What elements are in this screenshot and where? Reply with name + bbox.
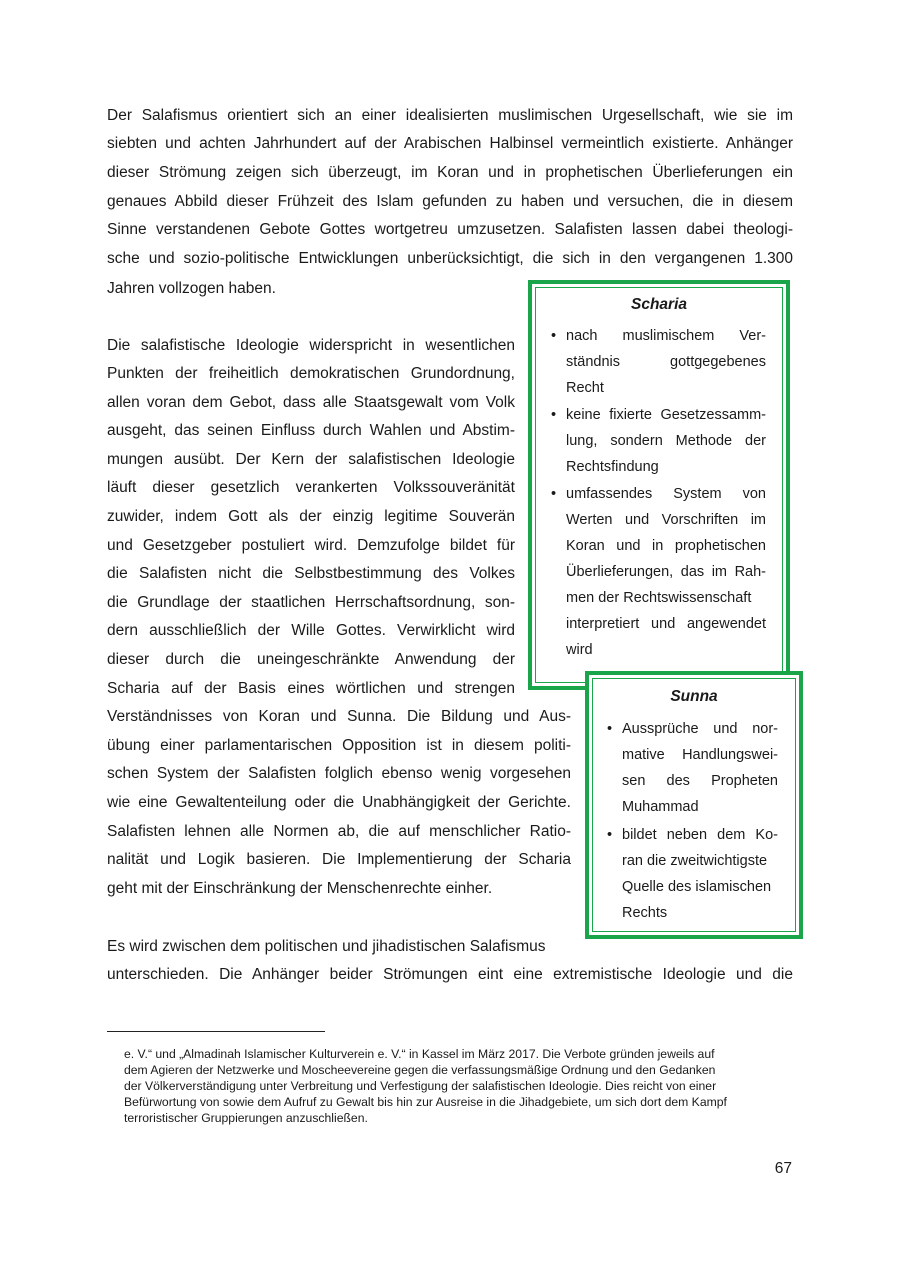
text-line: dieser durch die uneingeschränkte Anwendung der bbox=[107, 651, 515, 668]
list-item-line: ständnis gottgegebenes bbox=[566, 354, 766, 370]
list-item-line: umfassendes System von bbox=[566, 486, 766, 502]
text-line: geht mit der Einschränkung der Menschenrechte einher. bbox=[107, 880, 493, 897]
list-item-line: Aussprüche und nor- bbox=[622, 721, 778, 737]
footnote-separator bbox=[107, 1031, 325, 1032]
footnote-line: der Völkerverständigung unter Verbreitung und Verfestigung der salafistischen Ideologie. Dies reicht von einer bbox=[124, 1079, 717, 1093]
footnote-line: dem Agieren der Netzwerke und Moscheevereine gegen die verfassungsmäßige Ordnung und den Gedanken bbox=[124, 1063, 716, 1077]
text-line: Punkten der freiheitlich demokratischen Grundordnung, bbox=[107, 365, 515, 382]
text-line: Jahren vollzogen haben. bbox=[107, 280, 276, 297]
list-item-line: lung, sondern Methode der bbox=[566, 433, 766, 449]
list-item-line: bildet neben dem Ko- bbox=[622, 827, 778, 843]
text-line: übung einer parlamentarischen Opposition ist in diesem politi- bbox=[107, 737, 571, 754]
footnote-line: Befürwortung von sowie dem Aufruf zu Gewalt bis hin zur Ausreise in die Jihadgebiete, um sich dort dem Kampf bbox=[124, 1095, 727, 1109]
list-item-line: Rechts bbox=[622, 905, 668, 921]
footnote-line: terroristischer Gruppierungen anzuschließen. bbox=[124, 1111, 368, 1125]
text-line: Scharia auf der Basis eines wörtlichen und strengen bbox=[107, 680, 515, 697]
list-item-line: wird bbox=[566, 642, 593, 658]
list-item-line: Überlieferungen, das im Rah- bbox=[566, 564, 766, 580]
text-line: Die salafistische Ideologie widerspricht in wesentlichen bbox=[107, 337, 515, 354]
text-line: Verständnisses von Koran und Sunna. Die Bildung und Aus- bbox=[107, 708, 571, 725]
list-item-line: Recht bbox=[566, 380, 604, 396]
footnote-line: e. V.“ und „Almadinah Islamischer Kulturverein e. V.“ in Kassel im März 2017. Die Verbote gründen jeweils auf bbox=[124, 1047, 715, 1061]
list-item-line: Koran und in prophetischen bbox=[566, 538, 766, 554]
text-line: dern ausschließlich der Wille Gottes. Verwirklicht wird bbox=[107, 622, 515, 639]
text-line: wie eine Gewaltenteilung oder die Unabhängigkeit der Gerichte. bbox=[107, 794, 571, 811]
text-line: die Grundlage der staatlichen Herrschaftsordnung, son- bbox=[107, 594, 515, 611]
text-line: ausgeht, das seinen Einfluss durch Wahlen und Abstim- bbox=[107, 422, 515, 439]
bullet-icon: • bbox=[551, 328, 557, 344]
list-item-line: keine fixierte Gesetzessamm- bbox=[566, 407, 766, 423]
page-number: 67 bbox=[774, 1160, 792, 1177]
text-line: zuwider, indem Gott als der einzig legitime Souverän bbox=[107, 508, 515, 525]
text-line: mungen ausübt. Der Kern der salafistischen Ideologie bbox=[107, 451, 515, 468]
text-line: siebten und achten Jahrhundert auf der Arabischen Halbinsel vermeintlich existierte. Anhänger bbox=[107, 135, 793, 152]
text-line: schen System der Salafisten folglich ebenso wenig vorgesehen bbox=[107, 765, 571, 782]
list-item-line: nach muslimischem Ver- bbox=[566, 328, 766, 344]
text-line: Der Salafismus orientiert sich an einer idealisierten muslimischen Urgesellschaft, wie sie im bbox=[107, 107, 793, 124]
text-line: die Salafisten nicht die Selbstbestimmung des Volkes bbox=[107, 565, 515, 582]
list-item-line: Rechtsfindung bbox=[566, 459, 659, 475]
list-item-line: mative Handlungswei- bbox=[622, 747, 778, 763]
list-item-line: Quelle des islamischen bbox=[622, 879, 772, 895]
list-item-line: interpretiert und angewendet bbox=[566, 616, 766, 632]
bullet-icon: • bbox=[607, 721, 613, 737]
text-line: nalität und Logik basieren. Die Implementierung der Scharia bbox=[107, 851, 571, 868]
sunna-box-title: Sunna bbox=[670, 688, 718, 705]
text-line: Salafisten lehnen alle Normen ab, die auf menschlicher Ratio- bbox=[107, 823, 571, 840]
text-line: Es wird zwischen dem politischen und jihadistischen Salafismus bbox=[107, 938, 546, 955]
text-line: sche und sozio-politische Entwicklungen unberücksichtigt, die sich in den vergangenen 1.300 bbox=[107, 250, 793, 267]
list-item-line: Muhammad bbox=[622, 799, 699, 815]
list-item-line: ran die zweitwichtigste bbox=[622, 853, 768, 869]
text-line: läuft dieser gesetzlich verankerten Volkssouveränität bbox=[107, 479, 515, 496]
text-line: allen voran dem Gebot, dass alle Staatsgewalt vom Volk bbox=[107, 394, 515, 411]
bullet-icon: • bbox=[551, 407, 557, 423]
list-item-line: sen des Propheten bbox=[622, 773, 778, 789]
text-line: unterschieden. Die Anhänger beider Strömungen eint eine extremistische Ideologie und die bbox=[107, 966, 793, 983]
text-line: Sinne verstandenen Gebote Gottes wortgetreu umzusetzen. Salafisten lassen dabei theologi- bbox=[107, 221, 793, 238]
scharia-box-title: Scharia bbox=[630, 296, 687, 313]
list-item-line: Werten und Vorschriften im bbox=[566, 512, 766, 528]
bullet-icon: • bbox=[607, 827, 613, 843]
text-line: genaues Abbild dieser Frühzeit des Islam gefunden zu haben und versuchen, die in diesem bbox=[107, 193, 793, 210]
bullet-icon: • bbox=[551, 486, 557, 502]
text-line: und Gesetzgeber postuliert wird. Demzufolge bildet für bbox=[107, 537, 515, 554]
text-line: dieser Strömung zeigen sich überzeugt, im Koran und in prophetischen Überlieferungen ein bbox=[107, 164, 793, 181]
list-item-line: men der Rechtswissenschaft bbox=[566, 590, 752, 606]
